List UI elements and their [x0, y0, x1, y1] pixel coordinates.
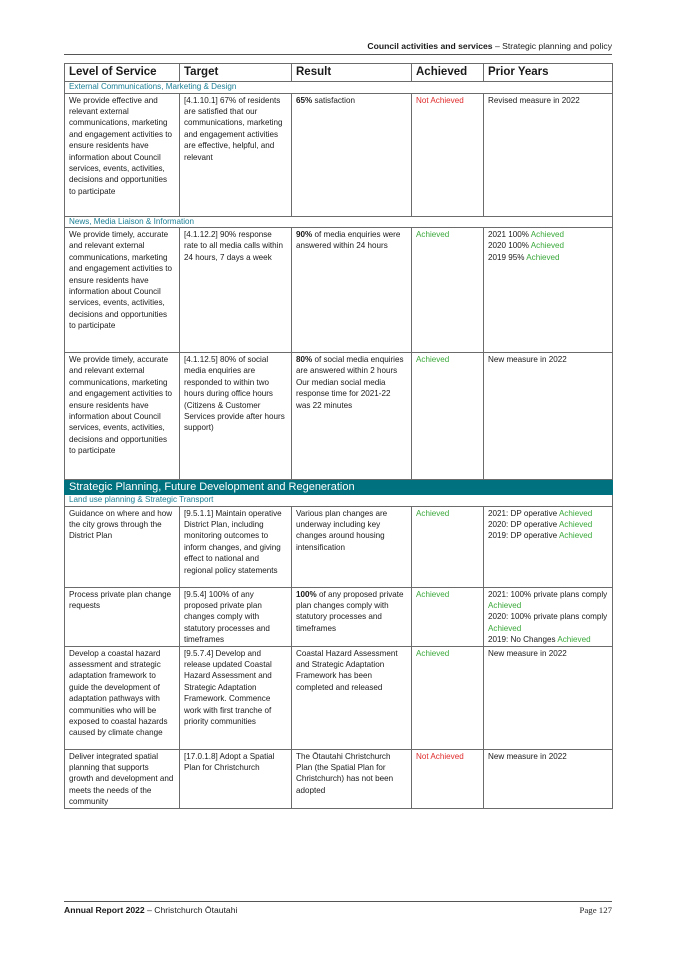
table-row [65, 646, 613, 749]
result-cell: Coastal Hazard Assessment and Strategic Adaptation Framework has been completed and released [292, 646, 412, 749]
subheading-external-communications: External Communications, Marketing & Design [65, 82, 613, 94]
target-cell: [9.5.7.4] Develop and release updated Coastal Hazard Assessment and Strategic Adaptation Framework. Commence work with first tranche of priority communities [180, 646, 292, 749]
target-cell: [4.1.12.2] 90% response rate to all media calls within 24 hours, 7 days a week [180, 228, 292, 353]
col-header-target: Target [180, 64, 292, 82]
table-row [65, 353, 613, 480]
target-cell: [9.5.1.1] Maintain operative District Plan, including monitoring outcomes to inform changes, and giving effect to national and regional policy statements [180, 506, 292, 587]
achieved-cell: Achieved [412, 587, 484, 646]
prior-year-line [488, 508, 608, 519]
prior-year-line [488, 530, 608, 541]
section-band-title: Strategic Planning, Future Development and Regeneration [65, 480, 613, 495]
prior-year-line [488, 589, 608, 612]
prior-year-text: 2020: DP operative [488, 519, 559, 529]
section-band-row [65, 480, 613, 495]
level-of-service-cell: Process private plan change requests [65, 587, 180, 646]
page-number: Page 127 [579, 905, 612, 915]
result-text: of any proposed private plan changes comply with statutory processes and timeframes [296, 589, 404, 633]
subheading-row [65, 495, 613, 507]
prior-year-line [488, 252, 608, 263]
achieved-cell: Achieved [412, 506, 484, 587]
table-row [65, 587, 613, 646]
level-of-service-cell: We provide timely, accurate and relevant external communications, marketing and engagement activities to ensure residents have information about Council services, events, activities, decisions and opportunities to participate [65, 353, 180, 480]
col-header-result: Result [292, 64, 412, 82]
footer-report-city: – Christchurch Ōtautahi [144, 905, 238, 915]
level-of-service-cell: Develop a coastal hazard assessment and strategic adaptation framework to guide the development of adaptation pathways with communities who will be exposed to coastal hazards caused by climate change [65, 646, 180, 749]
header-section: Council activities and services [367, 41, 493, 51]
table-header-row [65, 64, 613, 82]
footer-report-title [64, 905, 237, 915]
target-cell: [4.1.10.1] 67% of residents are satisfied that our communications, marketing and engagement activities are effective, helpful, and relevant [180, 93, 292, 216]
prior-year-status: Achieved [526, 252, 560, 262]
prior-year-line [488, 634, 608, 645]
table-row [65, 93, 613, 216]
prior-year-status: Achieved [557, 635, 591, 645]
prior-year-line [488, 519, 608, 530]
result-value: 90% [296, 230, 313, 239]
level-of-service-cell: We provide timely, accurate and relevant external communications, marketing and engagement activities to ensure residents have information about Council services, events, activities, decisions and opportunities to participate [65, 228, 180, 353]
prior-year-text: 2019: No Changes [488, 635, 558, 645]
target-cell: [4.1.12.5] 80% of social media enquiries are responded to within two hours during office hours (Citizens & Customer Services provide after hours support) [180, 353, 292, 480]
subheading-row [65, 82, 613, 94]
result-value: 80% [296, 355, 313, 364]
prior-year-line [488, 229, 608, 240]
level-of-service-cell: Deliver integrated spatial planning that supports growth and development and meets the needs of the community [65, 749, 180, 808]
result-cell [292, 587, 412, 646]
prior-year-text: 2020: 100% private plans comply [488, 612, 608, 622]
achieved-cell: Not Achieved [412, 749, 484, 808]
result-cell: The Ōtautahi Christchurch Plan (the Spatial Plan for Christchurch) has not been adopted [292, 749, 412, 808]
header-subsection: – Strategic planning and policy [492, 41, 612, 51]
level-of-service-table [64, 63, 613, 809]
prior-year-status: Achieved [558, 519, 593, 529]
prior-years-cell: New measure in 2022 [484, 646, 613, 749]
table-row [65, 506, 613, 587]
prior-year-status: Achieved [530, 230, 565, 239]
prior-years-cell: Revised measure in 2022 [484, 93, 613, 216]
prior-year-text: 2021: DP operative [488, 508, 559, 518]
prior-year-text: 2021: 100% private plans comply [488, 589, 608, 599]
achieved-cell: Not Achieved [412, 93, 484, 216]
result-cell [292, 93, 412, 216]
prior-year-line [488, 611, 608, 634]
result-text: of media enquiries were answered within 24 hours [296, 230, 401, 251]
prior-year-text: 2019 95% [488, 252, 527, 262]
prior-year-line [488, 240, 608, 251]
footer-report-name: Annual Report 2022 [64, 905, 145, 915]
prior-years-cell: New measure in 2022 [484, 749, 613, 808]
result-text: satisfaction [312, 95, 355, 105]
target-cell: [9.5.4] 100% of any proposed private plan changes comply with statutory processes and timeframes [180, 587, 292, 646]
level-of-service-cell: We provide effective and relevant external communications, marketing and engagement activities to ensure residents have information about Council services, events, activities, decisions and opportunities to participate [65, 93, 180, 216]
subheading-news-media: News, Media Liaison & Information [65, 216, 613, 228]
col-header-achieved: Achieved [412, 64, 484, 82]
prior-years-cell [484, 587, 613, 646]
achieved-cell: Achieved [412, 353, 484, 480]
prior-year-status: Achieved [530, 241, 565, 251]
prior-years-cell [484, 506, 613, 587]
prior-years-cell: New measure in 2022 [484, 353, 613, 480]
prior-year-status: Achieved [488, 600, 522, 610]
result-text: of social media enquiries are answered within 2 hours [296, 355, 404, 376]
footer-rule [64, 901, 612, 902]
prior-year-text: 2020 100% [488, 241, 531, 251]
prior-year-status: Achieved [558, 508, 593, 518]
prior-year-text: 2021 100% [488, 230, 531, 239]
result-cell [292, 228, 412, 353]
col-header-level-of-service: Level of Service [65, 64, 180, 82]
header-rule [64, 54, 612, 55]
prior-year-status: Achieved [558, 531, 593, 541]
table-row [65, 228, 613, 353]
result-value: 65% [296, 95, 313, 105]
result-cell: Various plan changes are underway including key changes around housing intensification [292, 506, 412, 587]
prior-year-text: 2019: DP operative [488, 531, 559, 541]
page-header [64, 41, 612, 51]
achieved-cell: Achieved [412, 228, 484, 353]
target-cell: [17.0.1.8] Adopt a Spatial Plan for Christchurch [180, 749, 292, 808]
subheading-row [65, 216, 613, 228]
result-cell [292, 353, 412, 480]
result-value: 100% [296, 589, 317, 599]
table-row [65, 749, 613, 808]
col-header-prior-years: Prior Years [484, 64, 613, 82]
result-extra: Our median social media response time for 2021-22 was 22 minutes [296, 377, 391, 410]
level-of-service-cell: Guidance on where and how the city grows through the District Plan [65, 506, 180, 587]
achieved-cell: Achieved [412, 646, 484, 749]
subheading-land-use: Land use planning & Strategic Transport [65, 495, 613, 507]
prior-years-cell [484, 228, 613, 353]
prior-year-status: Achieved [488, 623, 522, 633]
